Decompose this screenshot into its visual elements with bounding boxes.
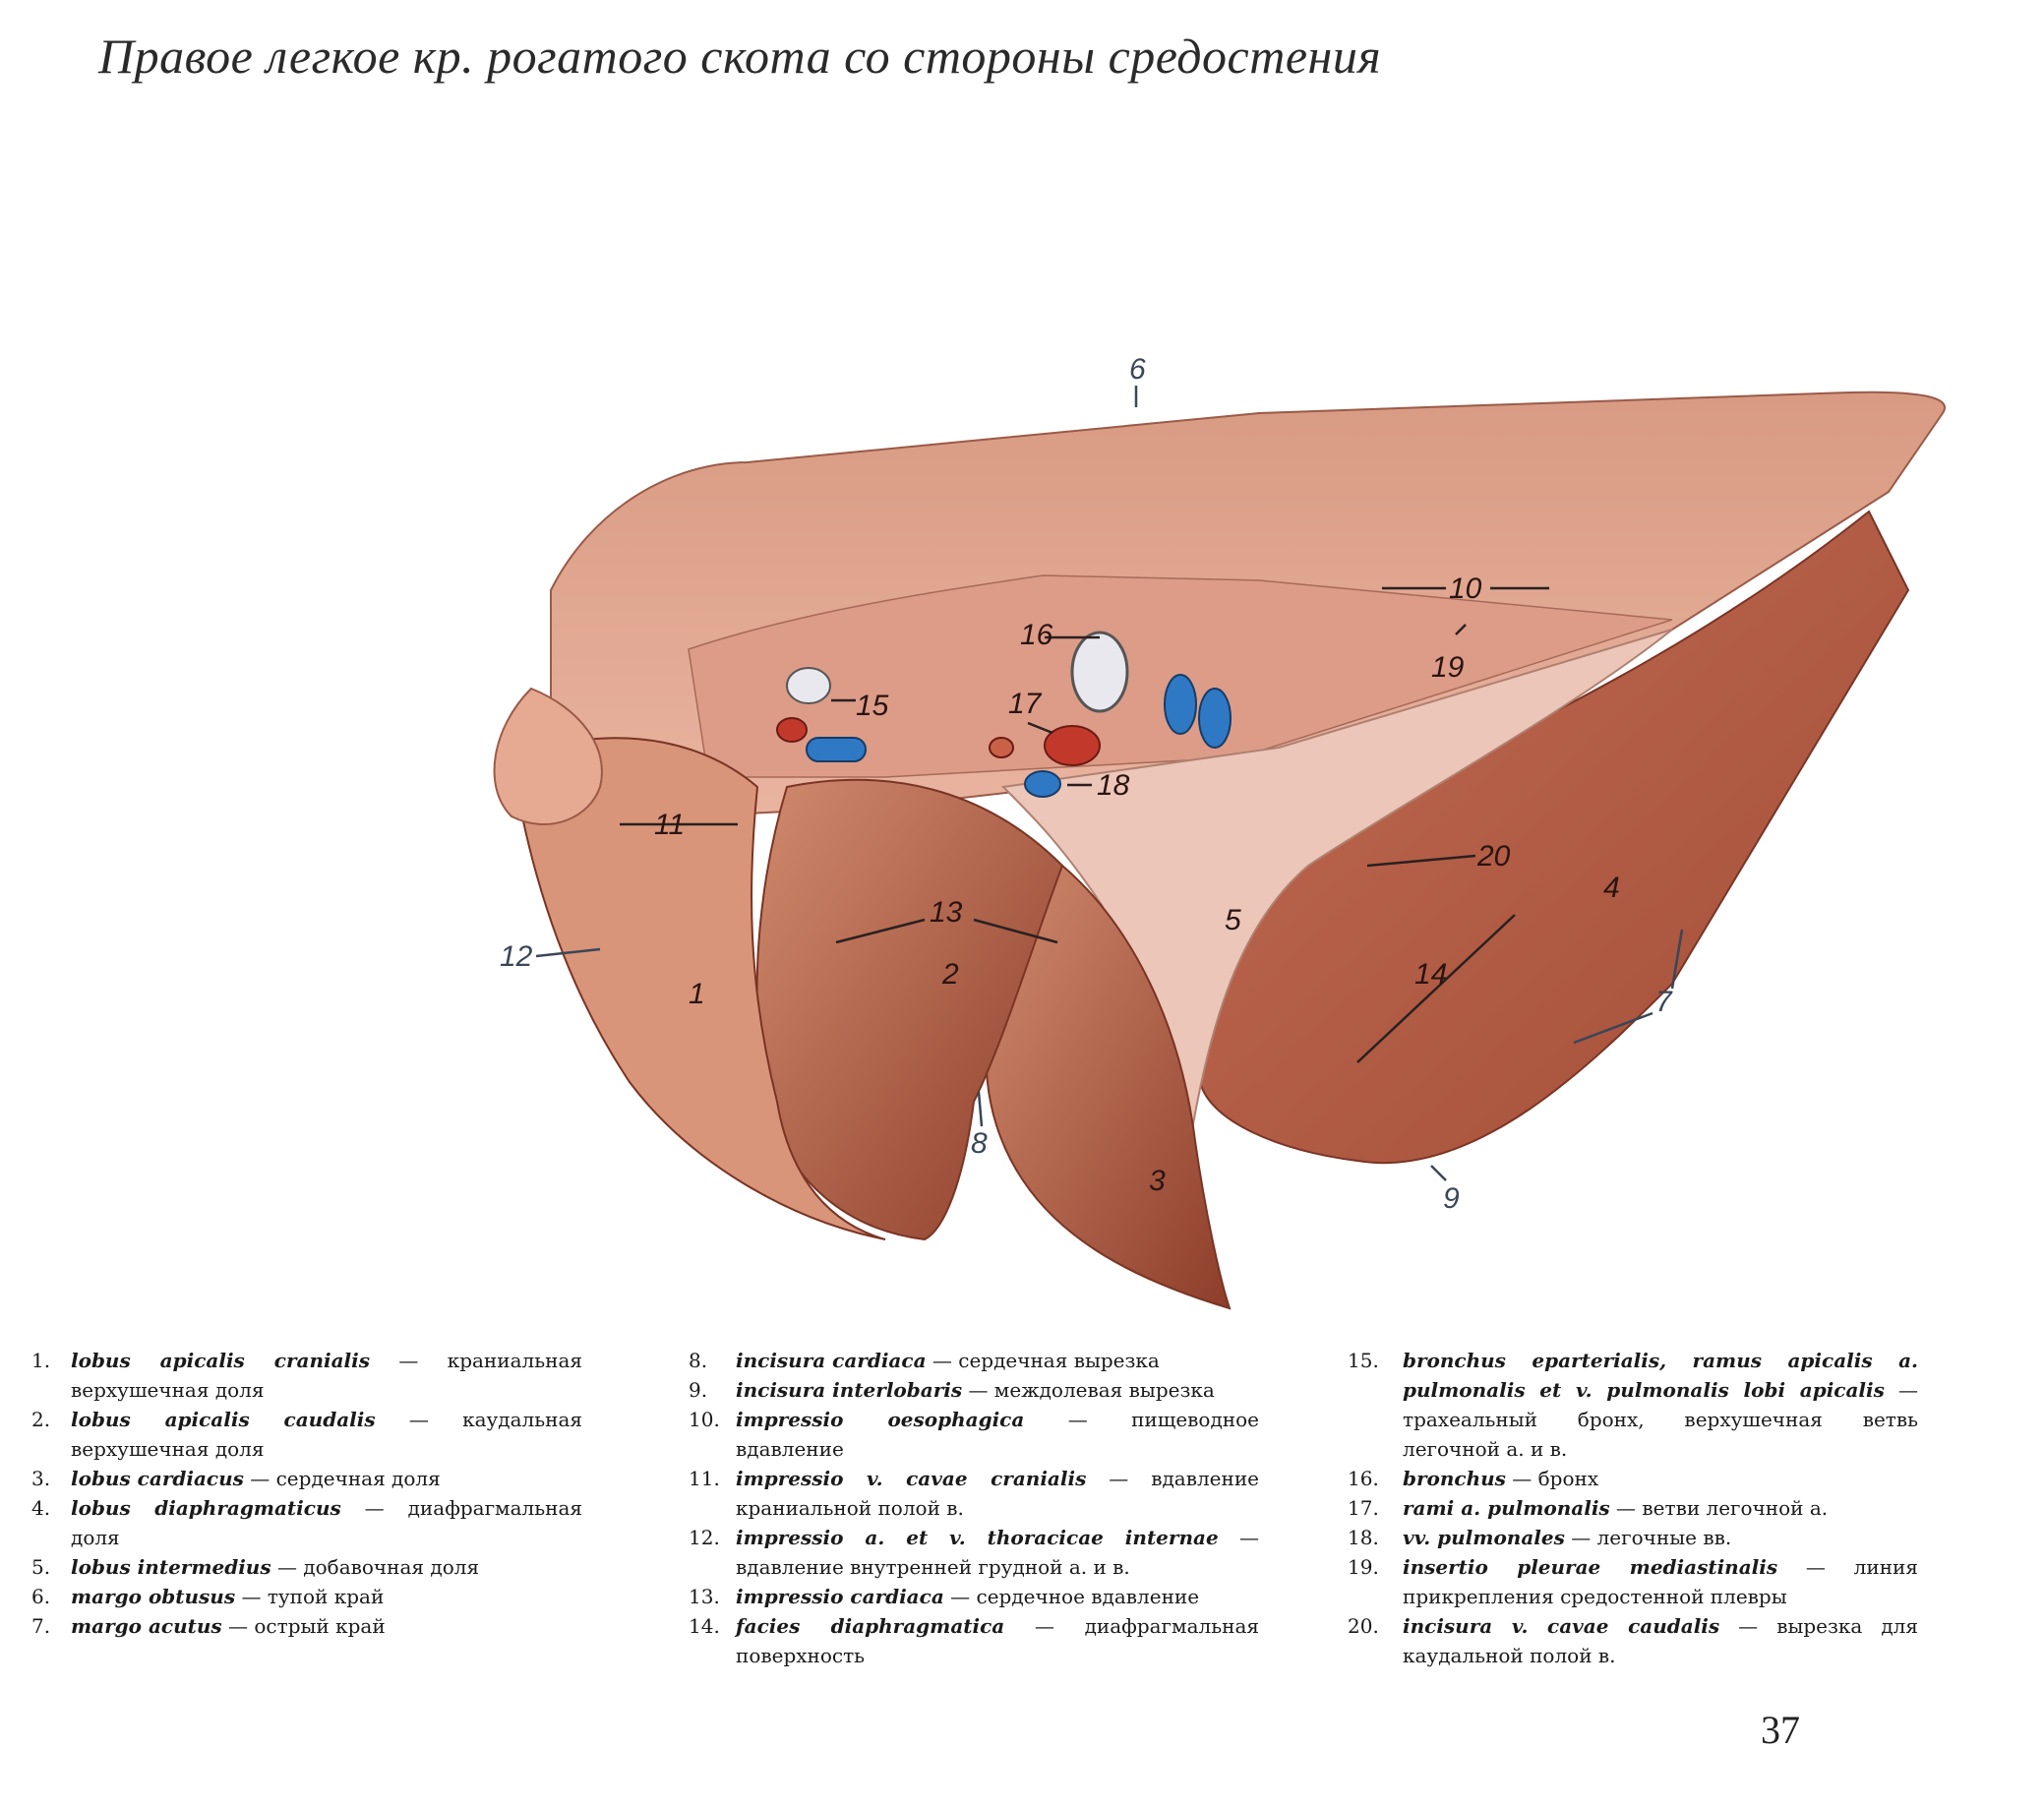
legend-item-19: 19. insertio pleurae mediastinalis — линия прикрепления средостенной плевры [1348,1555,1918,1608]
legend-item-16: 16. bronchus — бронх [1348,1467,1599,1490]
legend-column-2 [689,1346,1259,1670]
legend-item-13: 13. impressio cardiaca — сердечное вдавление [689,1585,1200,1608]
bronchus-eparterialis [787,668,830,703]
label-3: 3 [1149,1165,1166,1197]
legend-item-5: 5. lobus intermedius — добавочная доля [31,1555,480,1579]
label-19: 19 [1431,651,1465,684]
label-14: 14 [1414,958,1448,991]
pulmonary-vein-2 [1165,675,1196,734]
label-20: 20 [1477,840,1511,873]
label-4: 4 [1603,872,1620,904]
label-16: 16 [1020,619,1053,651]
label-11: 11 [654,809,686,841]
legend-item-8: 8. incisura cardiaca — сердечная вырезка [689,1349,1160,1372]
legend-item-11: 11. impressio v. cavae cranialis — вдавление краниальной полой в. [689,1467,1259,1520]
legend-item-9: 9. incisura interlobaris — междолевая вырезка [689,1378,1215,1402]
label-13: 13 [930,896,963,929]
pulmonary-vein-3 [1199,689,1231,748]
legend-item-14: 14. facies diaphragmatica — диафрагмальная поверхность [689,1614,1259,1667]
legend-item-6: 6. margo obtusus — тупой край [31,1585,385,1608]
bronchus [1072,633,1127,711]
legend-item-18: 18. vv. pulmonales — легочные вв. [1348,1526,1732,1549]
legend-column-3 [1348,1346,1918,1670]
label-1: 1 [689,978,705,1010]
label-7: 7 [1655,986,1672,1018]
legend-item-17: 17. rami a. pulmonalis — ветви легочной а. [1348,1496,1829,1520]
label-17: 17 [1008,688,1042,720]
label-10: 10 [1449,573,1482,605]
label-12: 12 [500,940,533,973]
apical-vein-branch [807,738,866,761]
pulmonary-vein-1 [1025,771,1060,797]
legend-item-10: 10. impressio oesophagica — пищеводное вдавление [689,1408,1259,1461]
label-18: 18 [1097,769,1130,802]
small-artery-branch [990,738,1013,757]
legend-item-7: 7. margo acutus — острый край [31,1614,386,1638]
label-2: 2 [942,958,959,991]
label-15: 15 [856,690,889,722]
label-6: 6 [1129,353,1146,386]
legend-item-15: 15. bronchus eparterialis, ramus apicalis a. pulmonalis et v. pulmonalis lobi apicalis — трахеальный бронх, верхушечная ветвь легочной а. и в. [1348,1349,1918,1461]
label-5: 5 [1225,904,1241,936]
legend-item-12: 12. impressio a. et v. thoracicae internae — вдавление внутренней грудной а. и в. [689,1526,1259,1579]
legend-item-1: 1. lobus apicalis cranialis — краниальная верхушечная доля [31,1349,582,1402]
leader-8 [979,1092,982,1126]
page-number: 37 [1761,1708,1800,1752]
label-9: 9 [1443,1182,1460,1215]
legend-item-3: 3. lobus cardiacus — сердечная доля [31,1467,441,1490]
leader-9 [1431,1166,1446,1180]
page-title: Правое легкое кр. рогатого скота со стороны средостения [98,29,1382,84]
apical-artery-branch [777,718,807,742]
legend-item-20: 20. incisura v. cavae caudalis — вырезка для каудальной полой в. [1348,1614,1918,1667]
legend-column-1 [31,1346,582,1641]
legend-item-2: 2. lobus apicalis caudalis — каудальная верхушечная доля [31,1408,582,1461]
label-8: 8 [971,1127,988,1160]
legend-item-4: 4. lobus diaphragmaticus — диафрагмальная доля [31,1496,582,1549]
pulmonary-artery-branches [1045,726,1100,765]
